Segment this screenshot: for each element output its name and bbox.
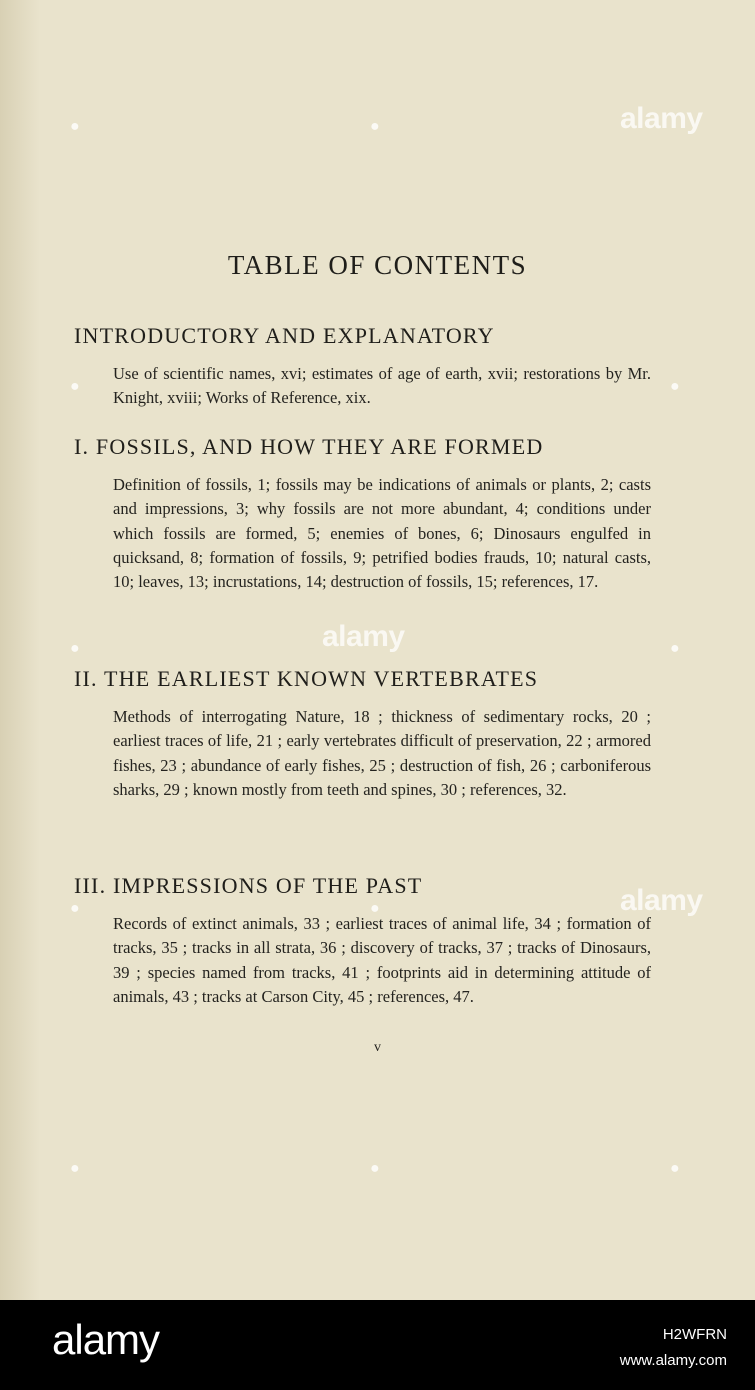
site-url[interactable]: www.alamy.com xyxy=(619,1352,727,1369)
section-text-introductory: Use of scientific names, xvi; estimates of age of earth, xvii; restorations by Mr. Knight, xviii; Works of Reference, xix. xyxy=(113,364,651,408)
section-text-fossils: Definition of fossils, 1; fossils may be indications of animals or plants, 2; casts and impressions, 3; why fossils are not more abundant, 4; conditions under which fossils are formed, 5; enemies of bones, 6; Dinosaurs engulfed in quicksand, 8; formation of fossils, 9; petrified bodies frauds, 10; natural casts, 10; leaves, 13; incrustations, 14; destruction of fossils, 15; references, 17. xyxy=(113,475,651,592)
watermark-logo: alamy xyxy=(620,102,703,135)
page-number: v xyxy=(374,1040,381,1055)
page-title: TABLE OF CONTENTS xyxy=(227,250,528,280)
watermark-mark-icon: ● xyxy=(370,1160,380,1177)
watermark-mark-icon: ● xyxy=(670,640,680,657)
watermark-mark-icon: ● xyxy=(670,1160,680,1177)
watermark-mark-icon: ● xyxy=(370,118,380,135)
section-heading-impressions: III. IMPRESSIONS OF THE PAST xyxy=(74,873,423,898)
section-heading-earliest-vertebrates: II. THE EARLIEST KNOWN VERTEBRATES xyxy=(74,666,539,691)
alamy-logo: alamy xyxy=(52,1316,160,1363)
watermark-mark-icon: ● xyxy=(70,1160,80,1177)
watermark-mark-icon: ● xyxy=(670,378,680,395)
stock-banner xyxy=(0,1300,755,1390)
watermark-mark-icon: ● xyxy=(70,118,80,135)
watermark-mark-icon: ● xyxy=(370,900,380,917)
section-heading-fossils: I. FOSSILS, AND HOW THEY ARE FORMED xyxy=(74,434,544,459)
section-text-earliest-vertebrates: Methods of interrogating Nature, 18 ; thickness of sedimentary rocks, 20 ; earliest traces of life, 21 ; early vertebrates difficult of preservation, 22 ; armored fishes, 23 ; abundance of early fishes, 25 ; destruction of fish, 26 ; carboniferous sharks, 29 ; known mostly from teeth and spines, 30 ; references, 32. xyxy=(113,707,651,799)
watermark-logo: alamy xyxy=(322,620,405,653)
image-id: H2WFRN xyxy=(662,1326,727,1343)
watermark-mark-icon: ● xyxy=(70,900,80,917)
section-text-impressions: Records of extinct animals, 33 ; earliest traces of animal life, 34 ; formation of tracks, 35 ; tracks in all strata, 36 ; discovery of tracks, 37 ; tracks of Dinosaurs, 39 ; species named from tracks, 41 ; footprints aid in determining attitude of animals, 43 ; tracks at Carson City, 45 ; references, 47. xyxy=(113,914,651,1006)
watermark-mark-icon: ● xyxy=(70,640,80,657)
watermark-mark-icon: ● xyxy=(70,378,80,395)
section-heading-introductory: INTRODUCTORY AND EXPLANATORY xyxy=(74,323,495,348)
banner-info xyxy=(620,1322,727,1374)
watermark-logo: alamy xyxy=(620,884,703,917)
